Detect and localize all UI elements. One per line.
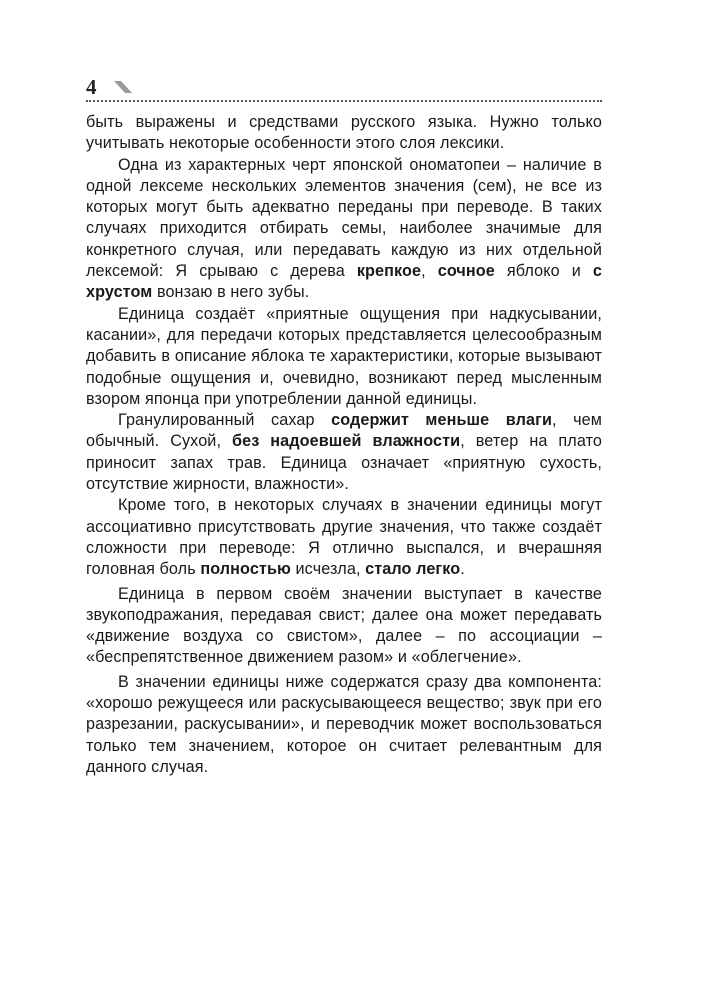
paragraph-5 bbox=[86, 495, 602, 580]
paragraph-3 bbox=[86, 304, 602, 410]
header-dotted-rule bbox=[86, 100, 602, 102]
paragraph-7 bbox=[86, 672, 602, 778]
paragraph-2-text-c: , bbox=[421, 262, 438, 281]
page-header bbox=[86, 74, 606, 108]
paragraph-1-text: быть выражены и средствами русского языка. Нужно только учитывать некоторые особенности этого слоя лексики. bbox=[86, 113, 602, 153]
paragraph-4-text-b: , чем обычный. bbox=[86, 411, 603, 451]
paragraph-3-text-a: Единица bbox=[118, 304, 196, 323]
page-number: 4 bbox=[86, 75, 97, 99]
paragraph-5-text-c: исчезла, bbox=[290, 560, 366, 579]
paragraph-5-text-a: Кроме того, в некоторых случаях в значении единицы могут ассоциативно присутствовать другие значения, что также создаёт сложности при переводе: bbox=[86, 496, 602, 557]
header-ornament-icon bbox=[112, 80, 134, 94]
paragraph-2-text-a: Одна из характерных черт японской ономатопеи – наличие в одной лексеме нескольких элементов значения (сем), не все из которых могут быть адекватно переданы при переводе. В таких случаях приходится отбирать семы, наиболее значимые для конкретного случая, или передавать каждую из них отдельной лексемой: bbox=[86, 155, 602, 281]
paragraph-5-text-b: Я отлично выспался, и вчерашняя головная боль bbox=[86, 538, 602, 579]
paragraph-5-bold-2: стало легко bbox=[365, 560, 461, 579]
paragraph-4-bold-1: содержит меньше влаги bbox=[331, 411, 552, 430]
paragraph-4-text-e: означает «приятную сухость, отсутствие жирности, влажности». bbox=[86, 453, 602, 494]
paragraph-2-text-e: вонзаю в него зубы. bbox=[152, 283, 310, 302]
paragraph-6-text-a: Единица bbox=[118, 584, 196, 603]
paragraph-4-text-c: Сухой, bbox=[170, 432, 232, 451]
paragraph-5-bold-1: полностью bbox=[200, 560, 291, 579]
paragraph-4 bbox=[86, 410, 602, 495]
paragraph-2-bold-1: крепкое bbox=[356, 262, 422, 281]
paragraph-2-bold-2: сочное bbox=[437, 262, 495, 281]
paragraph-2-text-d: яблоко и bbox=[494, 262, 593, 281]
paragraph-6-text-b: в первом своём значении выступает в качестве звукоподражания, передавая свист; далее она может передавать «движение воздуха со свистом», далее – по ассоциации – «беспрепятственное движением разом» и «облегчение». bbox=[86, 584, 602, 667]
paragraph-4-text-d: , ветер на плато приносит запах трав. Единица bbox=[86, 432, 603, 472]
paragraph-4-text-a: Гранулированный сахар bbox=[118, 411, 332, 430]
paragraph-5-text-d: . bbox=[460, 560, 465, 579]
paragraph-1 bbox=[86, 112, 602, 155]
paragraph-2 bbox=[86, 155, 602, 304]
paragraph-7-text-b: ниже содержатся сразу два компонента: «хорошо режущееся или раскусывающееся вещество; звук при его разрезании, раскусывании», и переводчик может воспользоваться только тем значением, которое он считает релевантным для данного случая. bbox=[86, 672, 602, 776]
paragraph-2-bold-3: с хрустом bbox=[86, 262, 602, 302]
paragraph-3-text-b: создаёт «приятные ощущения при надкусывании, касании», для передачи которых представляется целесообразным добавить в описание яблока те характеристики, которые вызывают подобные ощущения и, очевидно, возникают перед мысленным взором японца при употреблении данной единицы. bbox=[86, 304, 603, 408]
paragraph-2-text-b: Я срываю с дерева bbox=[175, 262, 357, 281]
paragraph-6 bbox=[86, 584, 602, 669]
paragraph-7-text-a: В значении единицы bbox=[118, 672, 286, 691]
paragraph-4-bold-2: без надоевшей влажности bbox=[232, 432, 461, 451]
main-text bbox=[86, 112, 602, 778]
